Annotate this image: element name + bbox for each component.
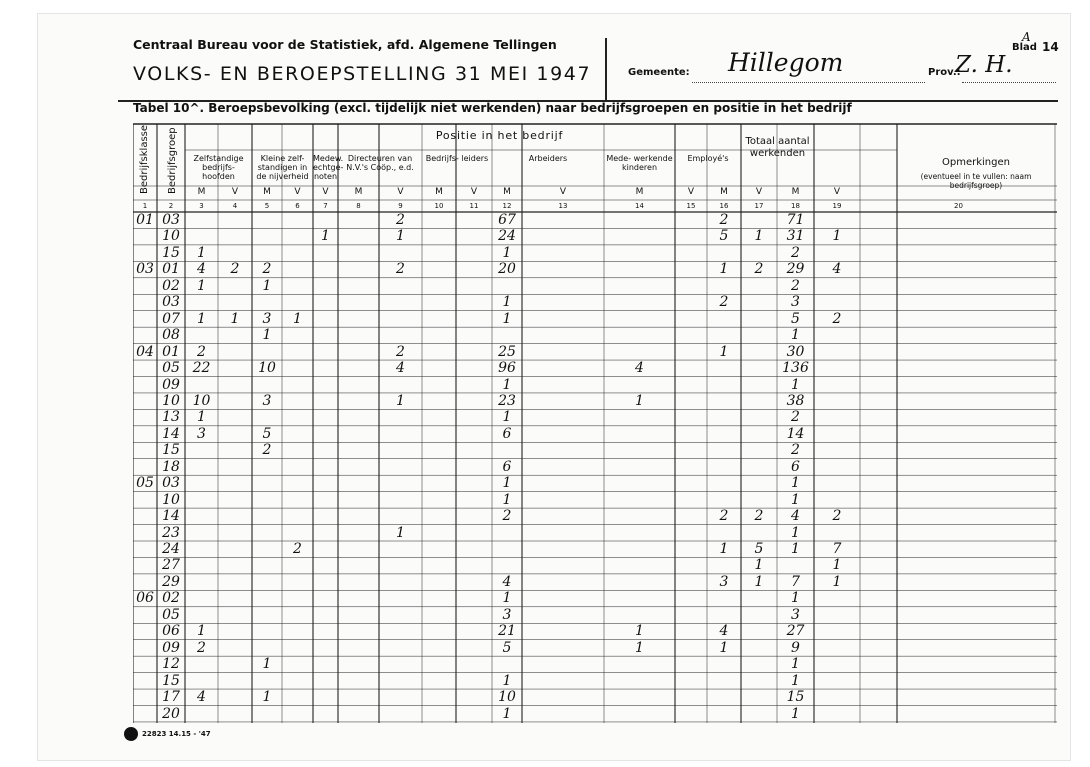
- group-header: Mede- werkende kinderen: [606, 154, 673, 172]
- column-number: 7: [323, 202, 328, 210]
- table-cell: 1: [791, 590, 800, 607]
- column-number: 1: [142, 202, 148, 210]
- bedrijfsgroep-cell: 03: [162, 475, 180, 492]
- table-cell: 1: [832, 557, 842, 574]
- table-cell: 1: [502, 590, 512, 607]
- table-cell: 9: [791, 639, 800, 656]
- table-cell: 10: [498, 689, 516, 706]
- column-number: 16: [719, 202, 729, 210]
- table-cell: 5: [754, 541, 764, 557]
- table-cell: 14: [786, 425, 805, 442]
- table-cell: 1: [754, 557, 764, 574]
- table-cell: 3: [791, 606, 800, 623]
- table-cell: 1: [293, 310, 302, 327]
- table-cell: 1: [791, 491, 800, 508]
- table-cell: 1: [791, 327, 800, 344]
- table-cell: 1: [502, 244, 512, 261]
- gemeente-label: Gemeente:: [628, 67, 690, 78]
- prov-line: [962, 82, 1056, 83]
- table-cell: 1: [754, 573, 764, 590]
- table-cell: 1: [197, 623, 206, 640]
- table-cell: 4: [396, 360, 405, 377]
- table-cell: 2: [396, 212, 405, 228]
- table-cell: 2: [230, 261, 240, 278]
- table-cell: 38: [786, 392, 805, 409]
- opmerkingen-header: Opmerkingen: [942, 157, 1010, 168]
- table-cell: 1: [197, 277, 206, 294]
- cbs-logo-icon: [124, 727, 138, 741]
- table-cell: 1: [635, 623, 644, 640]
- column-number: 12: [502, 202, 512, 210]
- bedrijfsgroep-cell: 07: [162, 310, 180, 327]
- column-number: 2: [168, 202, 174, 210]
- mv-subheader: M: [635, 187, 644, 197]
- table-cell: 5: [502, 639, 512, 656]
- table-cell: 6: [502, 458, 512, 475]
- table-cell: 3: [719, 573, 729, 590]
- table-cell: 2: [832, 508, 842, 525]
- table-cell: 1: [791, 524, 800, 541]
- column-number: 15: [686, 202, 696, 210]
- bureau-heading: Centraal Bureau voor de Statistiek, afd. Algemene Tellingen: [133, 37, 557, 52]
- bedrijfsgroep-cell: 09: [162, 376, 180, 393]
- table-cell: 3: [262, 392, 272, 409]
- bedrijfsgroep-cell: 15: [162, 442, 180, 459]
- bedrijfsgroep-cell: 10: [162, 228, 180, 245]
- mv-subheader: V: [322, 187, 329, 197]
- bedrijfsgroep-cell: 23: [162, 524, 180, 541]
- table-cell: 5: [791, 310, 800, 327]
- table-cell: 2: [791, 244, 800, 261]
- table-cell: 24: [498, 228, 516, 245]
- bedrijfsgroep-cell: 01: [162, 343, 180, 360]
- table-cell: 3: [791, 294, 800, 311]
- mv-subheader: M: [435, 187, 443, 197]
- positie-header: Positie in het bedrijf: [435, 129, 564, 142]
- mv-subheader: M: [263, 187, 271, 197]
- table-cell: 20: [498, 261, 516, 278]
- column-number: 6: [295, 202, 300, 210]
- bedrijfsklasse-cell: 04: [136, 343, 154, 360]
- table-cell: 1: [719, 639, 729, 656]
- table-cell: 4: [791, 508, 800, 525]
- table-cell: 1: [321, 228, 330, 245]
- mv-subheader: M: [791, 187, 800, 197]
- bedrijfsgroep-cell: 02: [162, 277, 180, 294]
- table-cell: 1: [396, 524, 405, 541]
- table-cell: 3: [262, 310, 272, 327]
- bedrijfsklasse-cell: 05: [136, 475, 154, 492]
- table-cell: 2: [396, 261, 405, 278]
- table-cell: 1: [791, 475, 800, 492]
- footer: [124, 727, 211, 741]
- table-cell: 2: [262, 261, 272, 278]
- column-number: 4: [232, 202, 238, 210]
- table-cell: 1: [502, 475, 512, 492]
- bedrijfsgroep-cell: 03: [162, 212, 180, 228]
- table-cell: 2: [719, 508, 729, 525]
- bedrijfsgroep-cell: 12: [162, 656, 180, 673]
- table-cell: 1: [502, 409, 512, 426]
- table-cell: 2: [754, 508, 764, 525]
- table-cell: 1: [754, 228, 764, 245]
- table-cell: 4: [635, 360, 644, 377]
- bedrijfsgroep-cell: 18: [162, 458, 180, 475]
- mv-subheader: M: [197, 187, 206, 197]
- group-header: Totaal aantal werkenden: [745, 136, 810, 159]
- table-cell: 7: [791, 573, 800, 590]
- table-grid: [133, 120, 1057, 723]
- table-cell: 22: [192, 360, 211, 377]
- mv-subheader: M: [354, 187, 363, 197]
- bedrijfsgroep-cell: 27: [162, 557, 180, 574]
- mv-subheader: V: [559, 187, 567, 197]
- table-cell: 4: [197, 261, 206, 278]
- table-cell: 1: [197, 244, 206, 261]
- bedrijfsgroep-cell: 15: [162, 672, 180, 689]
- table-cell: 1: [502, 705, 512, 722]
- bedrijfsgroep-cell: 15: [162, 244, 180, 261]
- column-number: 20: [954, 202, 963, 210]
- column-number: 17: [754, 202, 764, 210]
- bedrijfsgroep-cell: 06: [162, 623, 180, 640]
- group-header: Employé's: [687, 154, 729, 163]
- table-cell: 1: [791, 672, 800, 689]
- table-cell: 7: [832, 541, 842, 557]
- bedrijfsgroep-cell: 14: [162, 508, 180, 525]
- table-cell: 2: [791, 442, 800, 459]
- table-cell: 1: [262, 277, 272, 294]
- table-cell: 1: [502, 491, 512, 508]
- bedrijfsgroep-cell: 05: [162, 606, 180, 623]
- header-divider: [605, 38, 607, 100]
- bedrijfsgroep-cell: 20: [162, 705, 180, 722]
- column-number: 18: [791, 202, 800, 210]
- bedrijfsgroep-cell: 02: [162, 590, 180, 607]
- mv-subheader: V: [470, 187, 478, 197]
- table-cell: 2: [791, 409, 800, 426]
- footer-code: 22823 14.15 - '47: [142, 730, 211, 738]
- column-number: 8: [356, 202, 361, 210]
- census-table: [133, 120, 1057, 723]
- table-cell: 31: [786, 228, 805, 245]
- table-cell: 96: [498, 360, 516, 377]
- mv-subheader: V: [231, 187, 239, 197]
- table-cell: 1: [396, 392, 405, 409]
- table-cell: 5: [262, 425, 272, 442]
- table-cell: 4: [197, 689, 206, 706]
- column-number: 5: [264, 202, 270, 210]
- table-cell: 2: [719, 294, 729, 311]
- table-cell: 1: [791, 656, 800, 673]
- group-header: Arbeiders: [528, 154, 568, 163]
- table-cell: 2: [719, 212, 729, 228]
- table-cell: 136: [782, 360, 809, 377]
- mv-subheader: M: [720, 187, 728, 197]
- mv-subheader: V: [397, 187, 404, 197]
- bedrijfsklasse-cell: 06: [136, 590, 154, 607]
- bedrijfsgroep-cell: 24: [162, 541, 180, 557]
- group-header: Directeuren van N.V.'s Coöp., e.d.: [346, 154, 414, 172]
- bedrijfsgroep-cell: 13: [162, 409, 180, 426]
- column-number: 11: [469, 202, 479, 210]
- column-number: 19: [832, 202, 842, 210]
- table-cell: 1: [230, 310, 240, 327]
- table-cell: 1: [719, 343, 729, 360]
- gemeente-value: Hillegom: [728, 48, 844, 77]
- table-cell: 10: [258, 360, 276, 377]
- blad-label: Blad: [1012, 42, 1037, 53]
- table-cell: 15: [786, 689, 805, 706]
- opmerkingen-subheader: (eventueel in te vullen: naam bedrijfsgroep): [920, 172, 1032, 190]
- blad-mark: A: [1022, 30, 1031, 44]
- table-cell: 1: [635, 639, 644, 656]
- bedrijfsklasse-header: Bedrijfsklasse: [139, 124, 150, 194]
- table-cell: 4: [502, 573, 512, 590]
- table-cell: 1: [635, 392, 644, 409]
- table-cell: 10: [192, 392, 211, 409]
- table-cell: 6: [791, 458, 800, 475]
- tabel-title: Tabel 10^. Beroepsbevolking (excl. tijdelijk niet werkenden) naar bedrijfsgroepen en positie in het bedrijf: [133, 101, 852, 115]
- table-cell: 23: [498, 392, 516, 409]
- table-cell: 30: [786, 343, 805, 360]
- table-cell: 1: [791, 376, 800, 393]
- mv-subheader: M: [503, 187, 511, 197]
- table-cell: 2: [293, 541, 302, 557]
- table-cell: 1: [719, 261, 729, 278]
- bedrijfsgroep-cell: 29: [162, 573, 180, 590]
- prov-label: Prov.:: [928, 67, 961, 78]
- table-cell: 2: [197, 639, 206, 656]
- bedrijfsklasse-cell: 01: [136, 212, 154, 228]
- mv-subheader: V: [687, 187, 695, 197]
- gemeente-line: [692, 82, 925, 83]
- bedrijfsgroep-cell: 10: [162, 491, 180, 508]
- table-cell: 1: [832, 228, 842, 245]
- table-cell: 21: [498, 623, 516, 640]
- table-cell: 4: [832, 261, 842, 278]
- table-cell: 1: [832, 573, 842, 590]
- mv-subheader: V: [833, 187, 841, 197]
- table-cell: 1: [791, 541, 800, 557]
- table-cell: 1: [396, 228, 405, 245]
- table-cell: 1: [262, 327, 272, 344]
- table-cell: 1: [502, 294, 512, 311]
- bedrijfsgroep-cell: 05: [162, 360, 180, 377]
- table-cell: 2: [754, 261, 764, 278]
- table-cell: 67: [498, 212, 516, 228]
- group-header: Zelfstandige bedrijfs- hoofden: [193, 154, 244, 181]
- table-cell: 1: [502, 310, 512, 327]
- table-cell: 1: [502, 672, 512, 689]
- group-header: Medew. echtge- noten: [313, 154, 344, 181]
- table-cell: 1: [502, 376, 512, 393]
- table-cell: 2: [791, 277, 800, 294]
- table-cell: 2: [197, 343, 206, 360]
- column-number: 14: [635, 202, 644, 210]
- table-cell: 2: [396, 343, 405, 360]
- bedrijfsgroep-cell: 10: [162, 392, 180, 409]
- column-number: 10: [434, 202, 444, 210]
- table-cell: 1: [791, 705, 800, 722]
- table-cell: 1: [262, 656, 272, 673]
- group-header: Kleine zelf- standigen in de nijverheid: [256, 154, 309, 181]
- table-cell: 4: [719, 623, 729, 640]
- table-cell: 3: [502, 606, 512, 623]
- table-cell: 1: [197, 310, 206, 327]
- bedrijfsgroep-cell: 09: [162, 639, 180, 656]
- table-cell: 1: [197, 409, 206, 426]
- table-cell: 25: [498, 343, 516, 360]
- table-cell: 2: [502, 508, 512, 525]
- bedrijfsgroep-cell: 03: [162, 294, 180, 311]
- blad-value: 14: [1042, 40, 1059, 54]
- bedrijfsgroep-header: Bedrijfsgroep: [167, 127, 178, 194]
- table-cell: 29: [786, 261, 805, 278]
- table-cell: 2: [262, 442, 272, 459]
- column-number: 3: [199, 202, 204, 210]
- bedrijfsgroep-cell: 14: [162, 425, 180, 442]
- table-cell: 3: [197, 425, 206, 442]
- mv-subheader: V: [294, 187, 301, 197]
- column-number: 13: [558, 202, 568, 210]
- mv-subheader: V: [755, 187, 763, 197]
- census-title: VOLKS- EN BEROEPSTELLING 31 MEI 1947: [133, 63, 592, 85]
- table-cell: 71: [786, 212, 805, 228]
- bedrijfsgroep-cell: 08: [162, 327, 180, 344]
- table-cell: 1: [262, 689, 272, 706]
- bedrijfsklasse-cell: 03: [136, 261, 154, 278]
- prov-value: Z. H.: [955, 52, 1013, 78]
- table-cell: 5: [719, 228, 729, 245]
- table-cell: 6: [502, 425, 512, 442]
- bedrijfsgroep-cell: 01: [162, 261, 180, 278]
- bedrijfsgroep-cell: 17: [162, 689, 180, 706]
- column-number: 9: [398, 202, 403, 210]
- table-cell: 1: [719, 541, 729, 557]
- group-header: Bedrijfs- leiders: [425, 154, 489, 163]
- table-cell: 2: [832, 310, 842, 327]
- table-cell: 27: [786, 623, 805, 640]
